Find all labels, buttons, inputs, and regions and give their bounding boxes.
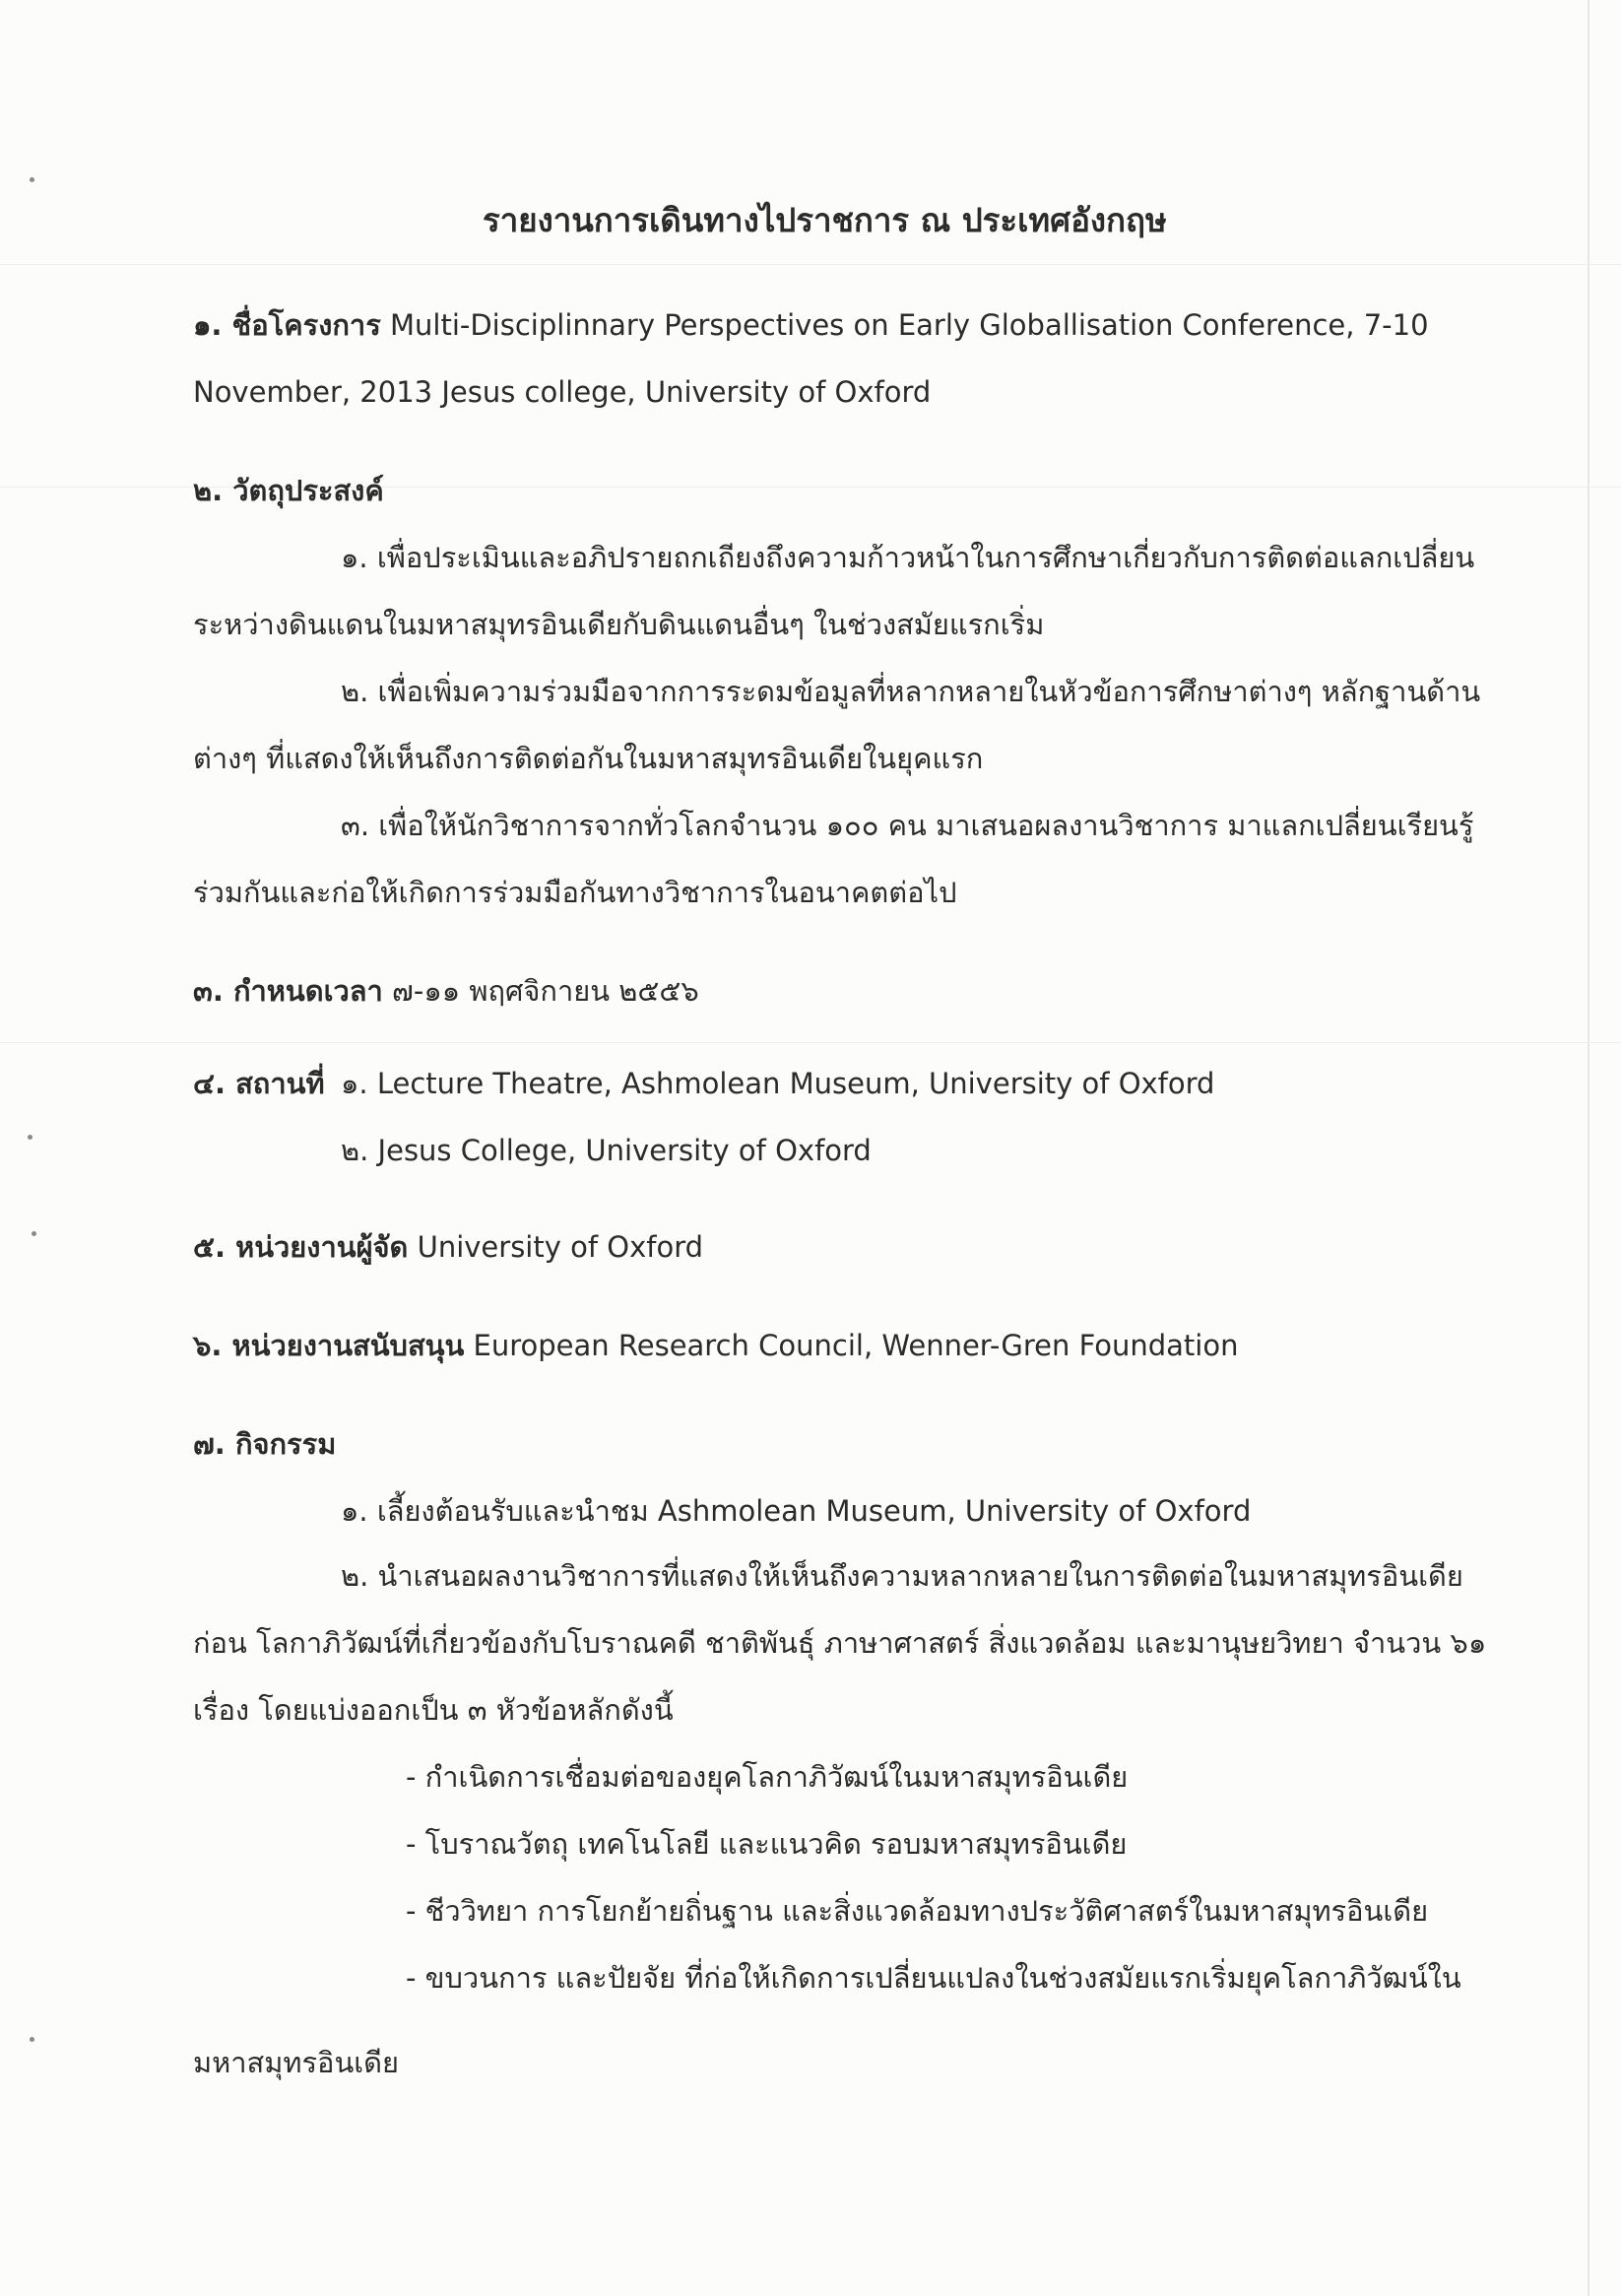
venue-2: ๒. Jesus College, University of Oxford [341,1134,872,1167]
section-number: ๖. [193,1329,223,1362]
document-title: รายงานการเดินทางไปราชการ ณ ประเทศอังกฤษ [483,201,1167,239]
scan-speck [32,1231,36,1236]
scan-artifact-line [0,264,1621,265]
scan-speck [30,177,34,182]
section-3-heading [193,974,383,1008]
section-5-line [193,1227,703,1267]
objective-2-line-1: ๒. เพื่อเพิ่มความร่วมมือจากการระดมข้อมูลที่หลากหลายในหัวข้อการศึกษาต่างๆ หลักฐานด้าน [341,675,1481,708]
activity-2-line-1: ๒. นำเสนอผลงานวิชาการที่แสดงให้เห็นถึงความหลากหลายในการติดต่อในมหาสมุทรอินเดีย [341,1559,1463,1593]
activity-1: ๑. เลี้ยงต้อนรับและนำชม Ashmolean Museum, University of Oxford [341,1494,1252,1528]
section-title: หน่วยงานสนับสนุน [231,1329,465,1362]
section-7-heading [193,1424,336,1464]
section-6-line [193,1326,1238,1365]
section-4-line-1 [193,1064,325,1103]
organizer-value: University of Oxford [417,1230,704,1264]
objective-2-line-2: ต่างๆ ที่แสดงให้เห็นถึงการติดต่อกันในมหาสมุทรอินเดียในยุคแรก [193,742,984,775]
objective-1-line-1: ๑. เพื่อประเมินและอภิปรายถกเถียงถึงความก้าวหน้าในการศึกษาเกี่ยวกับการติดต่อแลกเปลี่ยน [341,541,1475,574]
section-number: ๕. [193,1230,226,1264]
scan-speck [30,2037,34,2042]
section-1-heading [193,308,381,342]
section-6-heading [193,1329,464,1362]
scan-speck [28,1135,32,1140]
section-title: กิจกรรม [234,1427,337,1461]
section-4-heading [193,1067,325,1100]
schedule-value: ๗-๑๑ พฤศจิกายน ๒๕๕๖ [392,974,699,1008]
section-3-line [193,971,699,1011]
objective-1-line-2: ระหว่างดินแดนในมหาสมุทรอินเดียกับดินแดนอื่นๆ ในช่วงสมัยแรกเริ่ม [193,608,1045,641]
section-title: ชื่อโครงการ [231,308,381,342]
section-number: ๗. [193,1427,226,1461]
section-title: กำหนดเวลา [232,974,383,1008]
section-1-text: Multi-Disciplinnary Perspectives on Early Globallisation Conference, 7-10 [390,308,1429,342]
venue-1: ๑. Lecture Theatre, Ashmolean Museum, University of Oxford [341,1067,1215,1100]
activity-2-line-3: เรื่อง โดยแบ่งออกเป็น ๓ หัวข้อหลักดังนี้ [193,1693,674,1727]
section-title: สถานที่ [235,1067,325,1100]
section-number: ๔. [193,1067,226,1100]
topic-item: - โบราณวัตถุ เทคโนโลยี และแนวคิด รอบมหาสมุทรอินเดีย [406,1827,1128,1861]
activity-2-line-2: ก่อน โลกาภิวัฒน์ที่เกี่ยวข้องกับโบราณคดี ชาติพันธุ์ ภาษาศาสตร์ สิ่งแวดล้อม และมานุษยวิทยา จำนวน ๖๑ [193,1626,1487,1660]
section-number: ๓. [193,974,224,1008]
section-title: หน่วยงานผู้จัด [235,1230,409,1264]
section-1-line-1 [193,305,1429,345]
objective-3-line-1: ๓. เพื่อให้นักวิชาการจากทั่วโลกจำนวน ๑๐๐ คน มาเสนอผลงานวิชาการ มาแลกเปลี่ยนเรียนรู้ [341,809,1474,842]
topic-item-continuation: มหาสมุทรอินเดีย [193,2046,400,2079]
section-number: ๒. [193,474,224,507]
topic-item: - ชีววิทยา การโยกย้ายถิ่นฐาน และสิ่งแวดล้อมทางประวัติศาสตร์ในมหาสมุทรอินเดีย [406,1894,1429,1928]
section-number: ๑. [193,308,223,342]
topic-item: - กำเนิดการเชื่อมต่อของยุคโลกาภิวัฒน์ในมหาสมุทรอินเดีย [406,1760,1129,1794]
section-title: วัตถุประสงค์ [232,474,384,507]
objective-3-line-2: ร่วมกันและก่อให้เกิดการร่วมมือกันทางวิชาการในอนาคตต่อไป [193,876,957,909]
topic-item: - ขบวนการ และปัยจัย ที่ก่อให้เกิดการเปลี่ยนแปลงในช่วงสมัยแรกเริ่มยุคโลกาภิวัฒน์ใน [406,1961,1461,1995]
section-2-heading [193,471,384,510]
supporter-value: European Research Council, Wenner-Gren Foundation [473,1329,1239,1362]
section-1-line-2: November, 2013 Jesus college, University of Oxford [193,375,932,409]
section-5-heading [193,1230,408,1264]
scan-right-edge [1588,0,1589,2296]
scan-artifact-line [0,1042,1621,1043]
